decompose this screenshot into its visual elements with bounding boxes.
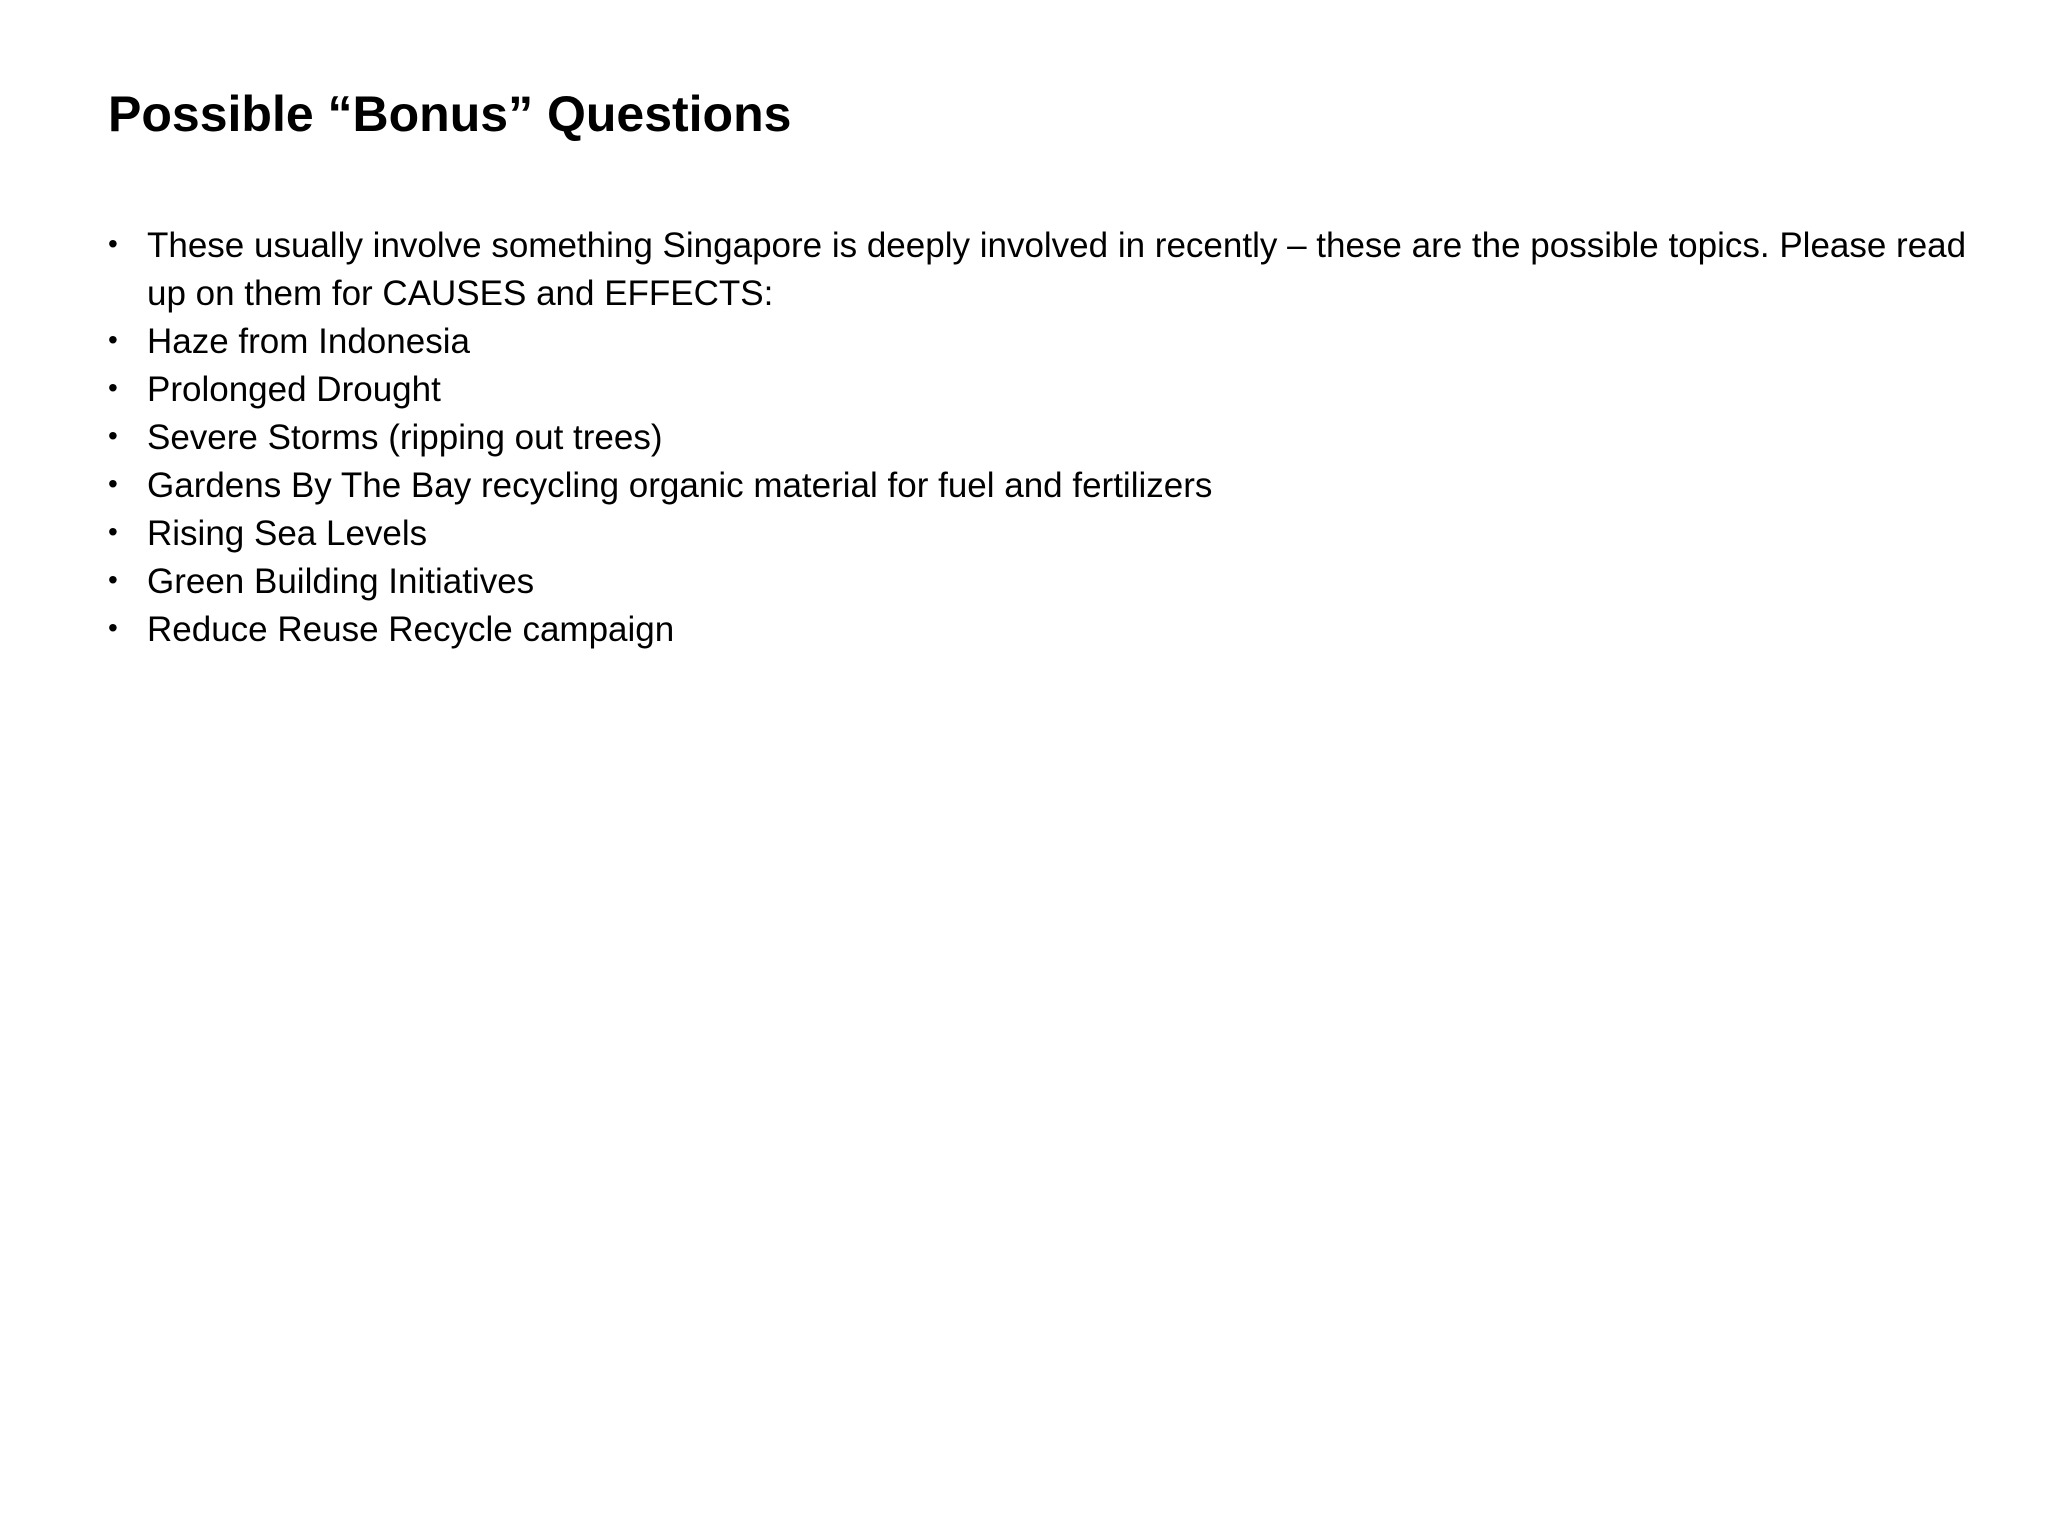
bullet-point-icon: •: [108, 468, 118, 499]
bullet-item-drought: [108, 366, 1968, 414]
bullet-point-icon: •: [108, 228, 118, 259]
bullet-item-haze: [108, 318, 1968, 366]
bullet-item-sea-levels: [108, 510, 1968, 558]
bullet-text: Gardens By The Bay recycling organic material for fuel and fertilizers: [147, 466, 1213, 505]
bullet-item-recycle: [108, 606, 1968, 654]
bullet-point-icon: •: [108, 516, 118, 547]
bullet-point-icon: •: [108, 612, 118, 643]
bullet-text: Severe Storms (ripping out trees): [147, 418, 663, 457]
bullet-item-gardens: [108, 462, 1968, 510]
bullet-point-icon: •: [108, 420, 118, 451]
bullet-point-icon: •: [108, 324, 118, 355]
slide-title: Possible “Bonus” Questions: [108, 86, 792, 142]
bullet-text: Prolonged Drought: [147, 370, 441, 409]
bullet-item-green-building: [108, 558, 1968, 606]
bullet-item-storms: [108, 414, 1968, 462]
bullet-text: Reduce Reuse Recycle campaign: [147, 610, 675, 649]
bullet-text: Haze from Indonesia: [147, 322, 470, 361]
bullet-item-intro: [108, 222, 1968, 318]
bullet-point-icon: •: [108, 372, 118, 403]
bullet-text: These usually involve something Singapore is deeply involved in recently – these are the possible topics. Please read up on them for CAUSES and EFFECTS:: [147, 226, 1967, 313]
bullet-text: Rising Sea Levels: [147, 514, 428, 553]
bullet-text: Green Building Initiatives: [147, 562, 535, 601]
bullet-point-icon: •: [108, 564, 118, 595]
bullet-list: [108, 222, 1968, 654]
